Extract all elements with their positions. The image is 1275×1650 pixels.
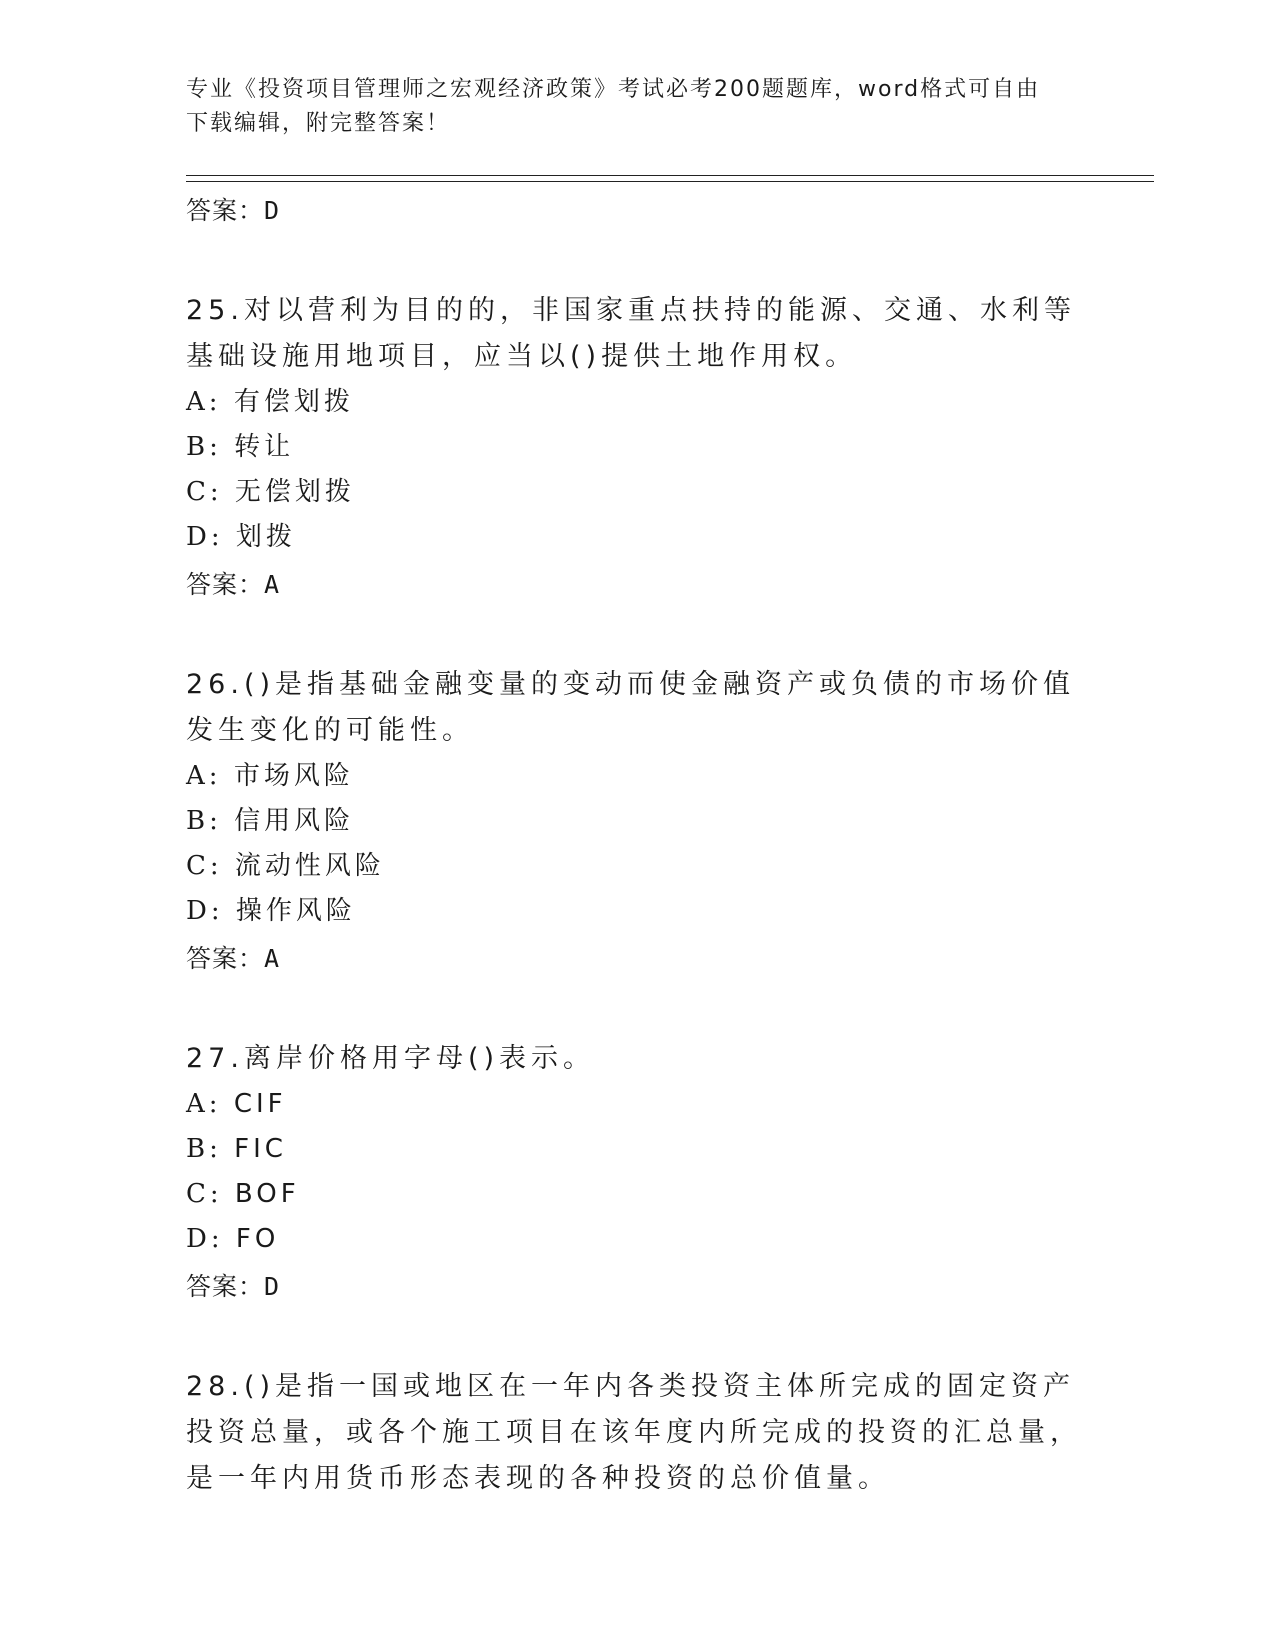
answer-label: 答案： [186, 944, 265, 973]
option-text: 无偿划拨 [234, 477, 355, 507]
option-text: 操作风险 [235, 896, 356, 926]
option-text: BOF [234, 1179, 300, 1209]
option-text: FO [235, 1224, 280, 1254]
answer-value: A [264, 570, 281, 599]
option-d [186, 889, 1086, 934]
option-b [186, 425, 1086, 470]
option-text: FIC [234, 1134, 287, 1164]
option-b [186, 1127, 1086, 1172]
option-d [186, 515, 1086, 560]
option-letter: B: [186, 432, 222, 462]
option-b [186, 799, 1086, 844]
answer-label: 答案： [186, 1272, 265, 1301]
question-26 [186, 662, 1086, 974]
question-25 [186, 288, 1086, 600]
option-text: CIF [233, 1089, 287, 1119]
answer-label: 答案： [186, 570, 265, 599]
question-text: 28.()是指一国或地区在一年内各类投资主体所完成的固定资产投资总量，或各个施工项目在该年度内所完成的投资的汇总量，是一年内用货币形态表现的各种投资的总价值量。 [186, 1371, 1082, 1494]
option-letter: D: [186, 896, 224, 926]
question-text: 25.对以营利为目的的，非国家重点扶持的能源、交通、水利等基础设施用地项目，应当以()提供土地作用权。 [186, 295, 1076, 372]
option-letter: D: [186, 1224, 224, 1254]
option-d [186, 1217, 1086, 1262]
option-letter: C: [186, 1179, 223, 1209]
option-text: 划拨 [235, 522, 296, 552]
option-c [186, 844, 1086, 889]
option-text: 信用风险 [234, 806, 355, 836]
header-divider-top [186, 175, 1154, 176]
header-line-1: 专业《投资项目管理师之宏观经济政策》考试必考200题题库，word格式可自由 [186, 77, 1041, 102]
option-text: 市场风险 [233, 761, 354, 791]
option-letter: B: [186, 1134, 222, 1164]
option-letter: C: [186, 851, 223, 881]
option-letter: C: [186, 477, 223, 507]
option-text: 转让 [234, 432, 295, 462]
option-letter: B: [186, 806, 222, 836]
option-a [186, 754, 1086, 799]
answer-value: D [264, 1272, 281, 1301]
answer-value: A [264, 944, 281, 973]
question-text: 26.()是指基础金融变量的变动而使金融资产或负债的市场价值发生变化的可能性。 [186, 669, 1076, 746]
question-text: 27.离岸价格用字母()表示。 [186, 1043, 596, 1074]
option-a [186, 1082, 1086, 1127]
option-c [186, 1172, 1086, 1217]
question-27 [186, 1036, 1086, 1302]
option-letter: A: [186, 761, 222, 791]
header-divider-bottom [186, 181, 1154, 182]
option-text: 有偿划拨 [233, 387, 354, 417]
answer-label: 答案： [186, 196, 265, 225]
previous-answer [186, 196, 1086, 226]
answer [186, 570, 1086, 600]
option-text: 流动性风险 [234, 851, 385, 881]
question-list [186, 186, 1086, 1502]
question-28 [186, 1364, 1086, 1502]
option-letter: D: [186, 522, 224, 552]
option-c [186, 470, 1086, 515]
answer [186, 1272, 1086, 1302]
answer [186, 944, 1086, 974]
option-letter: A: [186, 1089, 222, 1119]
document-header [186, 73, 1066, 141]
option-letter: A: [186, 387, 222, 417]
header-line-2: 下载编辑，附完整答案！ [186, 111, 451, 136]
option-a [186, 380, 1086, 425]
answer-value: D [264, 196, 281, 225]
